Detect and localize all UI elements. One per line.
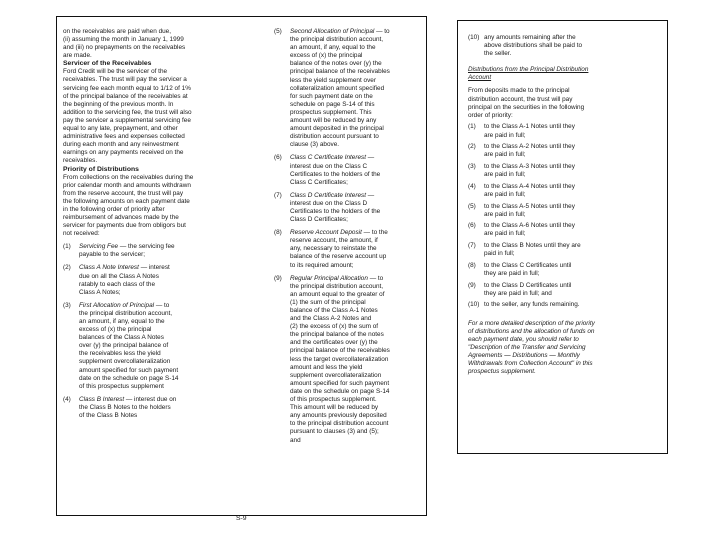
- principal-item-4: (4) to the Class A-4 Notes until they are paid in full;: [468, 182, 575, 198]
- right-column: [468, 34, 663, 376]
- priority-item-1: (1) Servicing Fee — the servicing fee payable to the servicer;: [63, 243, 175, 259]
- cross-reference-note: For a more detailed description of the priority of distributions and the allocation of funds on each payment date, you should refer to "Description of the Transfer and Servicing Agreements — Distributions — Monthly Withdrawals from Collection Account" in this prospectus supplement.: [468, 319, 595, 376]
- principal-item-9: (9) to the Class D Certificates until they are paid in full; and: [468, 281, 572, 297]
- priority-item-9: (9) Regular Principal Allocation — to the principal distribution account, an amount equal to the greater of (1) the sum of the principal balance of the Class A-1 Notes and the Class A-2 Notes and (2) the excess of (x) the sum of the principal balance of the notes and the certificates over (y) the principal balance of the receivables less the target overcollateralization amount and less the yield supplement overcollateralization amount specified for such payment date on the schedule on page S-14 of this prospectus supplement. This amount will be reduced by any amounts previously deposited to the principal distribution account pursuant to clauses (3) and (5); and: [274, 274, 390, 444]
- left-column: [63, 28, 267, 420]
- servicer-heading: Servicer of the Receivables: [63, 60, 152, 68]
- principal-item-3: (3) to the Class A-3 Notes until they are paid in full;: [468, 163, 575, 179]
- principal-item-5: (5) to the Class A-5 Notes until they are paid in full;: [468, 202, 575, 218]
- priority-item-7: (7) Class D Certificate Interest — interest due on the Class D Certificates to the holders of the Class D Certificates;: [274, 191, 381, 224]
- priority-item-6: (6) Class C Certificate Interest — interest due on the Class C Certificates to the holders of the Class C Certificates;: [274, 154, 381, 186]
- principal-item-6: (6) to the Class A-6 Notes until they are paid in full;: [468, 222, 575, 238]
- principal-item-1: (1) to the Class A-1 Notes until they are paid in full;: [468, 123, 575, 139]
- priority-item-8: (8) Reserve Account Deposit — to the reserve account, the amount, if any, necessary to reinstate the balance of the reserve account up to its required amount;: [274, 229, 388, 269]
- principal-item-8: (8) to the Class C Certificates until they are paid in full;: [468, 261, 572, 277]
- principal-item-10: (10) to the seller, any funds remaining.: [468, 301, 580, 309]
- principal-distribution-intro: From deposits made to the principal distribution account, the trust will pay principal on the securities in the following order of priority:: [468, 87, 585, 119]
- priority-item-3: (3) First Allocation of Principal — to the principal distribution account, an amount, if any, equal to the excess of (x) the principal balances of the Class A Notes over (y) the principal balance of the receivables less the yield supplement overcollateralization amount specified for such payment date on the schedule on page S-14 of this prospectus supplement: [63, 301, 179, 390]
- principal-item-7: (7) to the Class B Notes until they are paid in full;: [468, 242, 581, 258]
- priority-intro-paragraph: From collections on the receivables during the prior calendar month and amounts withdrawn from the reserve account, the trust will pay the following amounts on each payment date in the following order of priority after reimbursement of advances made by the servicer for payments due from obligors but not received:: [63, 173, 194, 238]
- priority-item-2: (2) Class A Note Interest — interest due on all the Class A Notes ratably to each class of the Class A Notes;: [63, 264, 170, 296]
- priority-item-10: (10) any amounts remaining after the above distributions shall be paid to the seller.: [468, 34, 583, 58]
- page-number: S-9: [236, 515, 247, 522]
- principal-distribution-heading: Distributions from the Principal Distribution Account: [468, 66, 589, 82]
- principal-item-2: (2) to the Class A-2 Notes until they are paid in full;: [468, 143, 575, 159]
- priority-item-4: (4) Class B Interest — interest due on the Class B Notes to the holders of the Class B Notes: [63, 395, 177, 420]
- priority-heading: Priority of Distributions: [63, 165, 139, 173]
- servicer-paragraph: Ford Credit will be the servicer of the receivables. The trust will pay the servicer a servicing fee each month equal to 1/12 of 1% of the principal balance of the receivables at the beginning of the previous month. In addition to the servicing fee, the trust will also pay the servicer a supplemental servicing fee equal to any late, prepayment, and other administrative fees and expenses collected during each month and any reinvestment earnings on any payments received on the receivables.: [63, 68, 192, 165]
- middle-column: [274, 28, 422, 445]
- intro-paragraph: on the receivables are paid when due, (ii) assuming the month in January 1, 1999 and (iii) no prepayments on the receivables are made.: [63, 28, 186, 60]
- priority-item-5: (5) Second Allocation of Principal — to the principal distribution account, an amount, if any, equal to the excess of (x) the principal balance of the notes over (y) the principal balance of the receivables less the yield supplement over collateralization amount specified for such payment date on the schedule on page S-14 of this prospectus supplement. This amount will be reduced by any amount deposited in the principal distribution account pursuant to clause (3) above.: [274, 28, 390, 149]
